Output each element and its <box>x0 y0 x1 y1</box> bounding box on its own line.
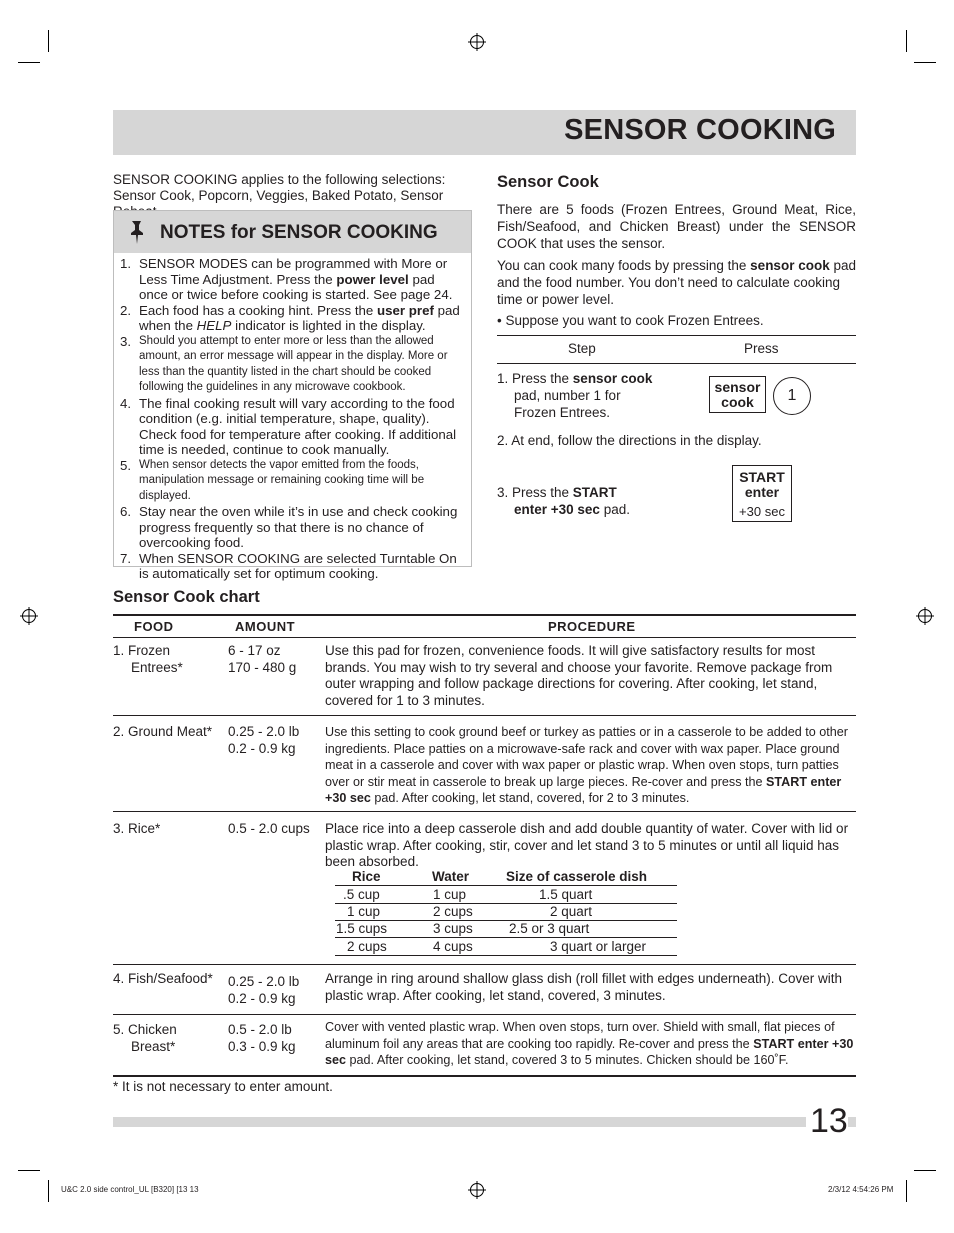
notes-header <box>114 211 471 253</box>
step-1: 1. Press the sensor cook pad, number 1 for Frozen Entrees. <box>497 371 653 420</box>
food-cell: 4. Fish/Seafood* <box>113 971 213 986</box>
registration-mark-icon <box>470 1183 484 1197</box>
sensor-cook-paragraph: You can cook many foods by pressing the sensor cook pad and the food number. You don’t need to calculate cooking time or power level. <box>497 258 856 307</box>
food-cell: 5. Chicken Breast* <box>113 1022 177 1054</box>
note-item: 6. Stay near the oven while it’s in use and check cooking progress frequently so that there is no chance of overcooking food. <box>120 504 458 550</box>
notes-heading: NOTES for SENSOR COOKING <box>160 222 438 243</box>
procedure-cell: Place rice into a deep casserole dish and add double quantity of water. Cover with lid or plastic wrap. After cooking, stir, cover and let stand 3 to 5 minutes or until all liquid has been absorbed. <box>325 821 849 869</box>
rice-table-row: 1 cup 2 cups 2 quart <box>347 904 593 919</box>
print-slug: U&C 2.0 side control_UL [B320] [13 13 <box>61 1185 199 1194</box>
pushpin-icon <box>128 219 146 251</box>
procedure-cell: Use this pad for frozen, convenience foods. It will give satisfactory results for most brands. You may wish to try several and choose your favorite. Remove package from outer wrapping and follow package directions for covering. After cooking, let stand, covered for 1 to 3 minutes. <box>325 643 833 708</box>
procedure-column-header: PROCEDURE <box>548 619 636 634</box>
rice-table-row: .5 cup 1 cup 1.5 quart <box>343 887 593 902</box>
crop-mark <box>906 30 907 52</box>
crop-mark <box>18 1170 40 1171</box>
page-title: SENSOR COOKING <box>564 114 836 146</box>
registration-mark-icon <box>470 35 484 49</box>
note-item: 7. When SENSOR COOKING are selected Turntable On is automatically set for optimum cooking. <box>120 550 457 581</box>
note-item: 2. Each food has a cooking hint. Press the user pref pad when the HELP indicator is lighted in the display. <box>120 302 460 333</box>
start-key[interactable]: START enter +30 sec <box>732 465 792 522</box>
step-2: 2. At end, follow the directions in the display. <box>497 433 762 448</box>
sensor-cook-key[interactable]: sensor cook <box>709 376 766 413</box>
amount-cell: 0.5 - 2.0 cups <box>228 821 310 836</box>
rice-table-header: Rice Water Size of casserole dish <box>352 869 648 884</box>
sensor-cook-bullet: • Suppose you want to cook Frozen Entrees. <box>497 313 764 328</box>
note-item: 4. The final cooking result will vary according to the food condition (e.g. initial temperature, shape, quality). Check food for temperature after cooking. If additional time is needed, continue to cook manually. <box>120 395 457 457</box>
registration-mark-icon <box>22 609 36 623</box>
print-timestamp: 2/3/12 4:54:26 PM <box>828 1185 894 1194</box>
note-item: 1. SENSOR MODES can be programmed with More or Less Time Adjustment. Press the power level pad once or twice before cooking is started. See page 24. <box>120 256 453 302</box>
rice-table-row: 2 cups 4 cups 3 quart or larger <box>347 939 647 954</box>
amount-column-header: AMOUNT <box>235 619 296 634</box>
procedure-cell: Arrange in ring around shallow glass dish (roll fillet with edges underneath). Cover with plastic wrap. After cooking, let stand, covered, 3 minutes. <box>325 971 843 1003</box>
amount-cell: 0.25 - 2.0 lb 0.2 - 0.9 kg <box>228 974 300 1006</box>
sensor-cook-paragraph: There are 5 foods (Frozen Entrees, Ground Meat, Rice, Fish/Seafood, and Chicken Breast) under the SENSOR COOK that uses the sensor. <box>497 202 856 251</box>
food-cell: 3. Rice* <box>113 821 161 836</box>
chart-heading: Sensor Cook chart <box>113 588 260 606</box>
note-item: 5. When sensor detects the vapor emitted from the foods, manipulation message or remaining cooking time will be displayed. <box>120 457 425 502</box>
step-3: 3. Press the START enter +30 sec pad. <box>497 485 630 517</box>
page-number: 13 <box>806 1102 848 1141</box>
procedure-cell: Use this setting to cook ground beef or turkey as patties or in a casserole to be added to other ingredients. Place patties on a microwave-safe rack and cover with wax paper. Place ground meat in a casserole and cover with wax paper or plastic wrap. When oven stops, turn patties over or stir meat in casserole to break up large pieces. Re-cover and press the START enter +30 sec pad. After cooking, let stand, covered, for 2 to 3 minutes. <box>325 725 848 805</box>
crop-mark <box>914 1170 936 1171</box>
notes-box <box>113 210 472 581</box>
crop-mark <box>906 1180 907 1202</box>
note-item: 3. Should you attempt to enter more or less than the allowed amount, an error message will appear in the display. More or less than the quantity listed in the chart should be cooked following the guidelines in any microwave cookbook. <box>120 333 448 393</box>
procedure-cell: Cover with vented plastic wrap. When oven stops, turn over. Shield with small, flat pieces of aluminum foil any areas that are cooking too rapidly. Re-cover and press the START enter +30 sec pad. After cooking, let stand, covered 3 to 5 minutes. Chicken should be 160˚F. <box>325 1020 854 1067</box>
title-band <box>113 110 856 155</box>
step-column-header: Step <box>568 341 596 356</box>
crop-mark <box>48 1180 49 1202</box>
footnote: * It is not necessary to enter amount. <box>113 1079 333 1094</box>
number-1-key[interactable]: 1 <box>773 377 811 415</box>
press-column-header: Press <box>744 341 779 356</box>
intro-text: SENSOR COOKING applies to the following selections: Sensor Cook, Popcorn, Veggies, Baked Potato, Sensor <box>113 172 446 203</box>
notes-list <box>120 256 466 582</box>
amount-cell: 6 - 17 oz 170 - 480 g <box>228 643 297 675</box>
rice-table-row: 1.5 cups 3 cups 2.5 or 3 quart <box>336 921 590 936</box>
crop-mark <box>18 62 40 63</box>
crop-mark <box>48 30 49 52</box>
footer-band <box>113 1117 856 1127</box>
food-cell: 1. Frozen Entrees* <box>113 643 183 675</box>
amount-cell: 0.5 - 2.0 lb 0.3 - 0.9 kg <box>228 1022 296 1054</box>
food-column-header: FOOD <box>134 619 174 634</box>
crop-mark <box>914 62 936 63</box>
amount-cell: 0.25 - 2.0 lb 0.2 - 0.9 kg <box>228 724 300 756</box>
food-cell: 2. Ground Meat* <box>113 724 213 739</box>
sensor-cook-heading: Sensor Cook <box>497 173 599 191</box>
registration-mark-icon <box>918 609 932 623</box>
